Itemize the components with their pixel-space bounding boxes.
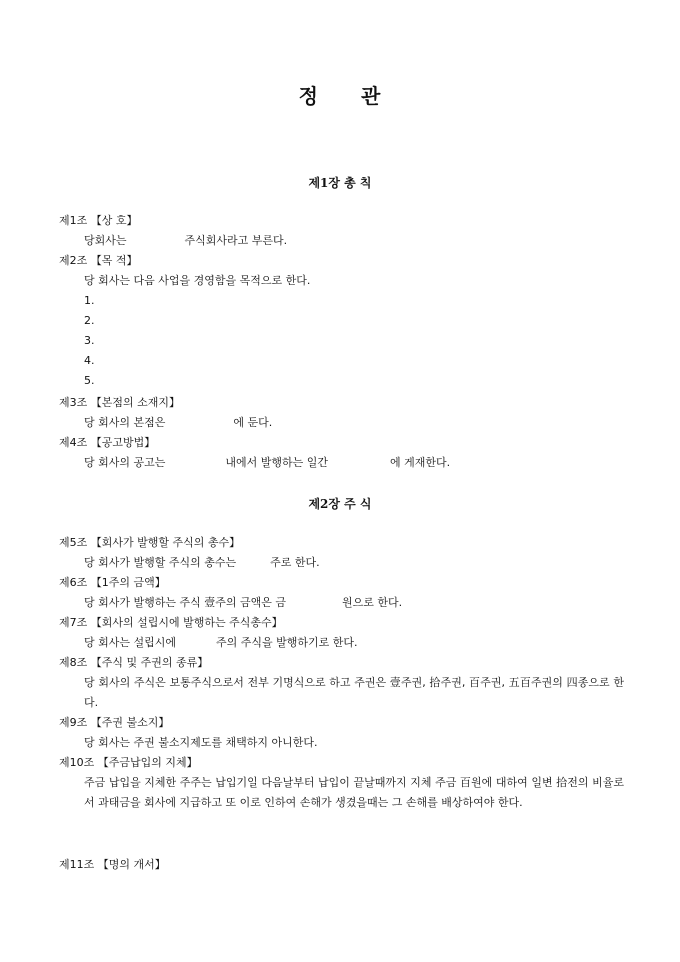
article-5-heading: 제5조 【회사가 발행할 주식의 총수】: [59, 536, 241, 549]
article-9-heading: 제9조 【주권 불소지】: [59, 716, 170, 729]
article-4-body: [84, 453, 450, 473]
article-8-heading: 제8조 【주식 및 주권의 종류】: [59, 656, 209, 669]
article-10-heading: 제10조 【주금납입의 지체】: [59, 756, 198, 769]
article-4-text-c: 에 게재한다.: [390, 456, 451, 469]
chapter-2-heading: 제2장 주 식: [308, 497, 372, 511]
article-2-body: 당 회사는 다음 사업을 경영함을 목적으로 한다.: [84, 274, 311, 287]
article-9-body: 당 회사는 주권 불소지제도를 채택하지 아니한다.: [84, 736, 318, 749]
article-3-body: [84, 413, 272, 433]
article-7-text-b: 주의 주식을 발행하기로 한다.: [216, 636, 358, 649]
article-2-item: 5.: [84, 374, 95, 387]
article-1-text-a: 당회사는: [84, 234, 127, 247]
article-6-text-a: 당 회사가 발행하는 주식 壹주의 금액은 금: [84, 596, 286, 609]
article-5-body: [84, 553, 320, 573]
document-title: [0, 80, 680, 109]
article-3-text-b: 에 둔다.: [233, 416, 273, 429]
article-5-text-b: 주로 한다.: [270, 556, 320, 569]
article-3-text-a: 당 회사의 본점은: [84, 416, 166, 429]
article-2-item: 2.: [84, 314, 95, 327]
article-2-item: 4.: [84, 354, 95, 367]
title-left-char: 정: [298, 84, 319, 108]
article-2-item: 3.: [84, 334, 95, 347]
article-8-body: 당 회사의 주식은 보통주식으로서 전부 기명식으로 하고 주권은 壹주권, 拾주권, 百주권, 五百주권의 四종으로 한다.: [84, 676, 624, 709]
article-2-item: 1.: [84, 294, 95, 307]
article-7-heading: 제7조 【회사의 설립시에 발행하는 주식총수】: [59, 616, 283, 629]
article-11-heading: 제11조 【명의 개서】: [59, 858, 166, 871]
title-right-char: 관: [361, 84, 382, 108]
article-1-heading: 제1조 【상 호】: [59, 214, 138, 227]
article-6-heading: 제6조 【1주의 금액】: [59, 576, 166, 589]
article-1-text-b: 주식회사라고 부른다.: [184, 234, 288, 247]
article-5-text-a: 당 회사가 발행할 주식의 총수는: [84, 556, 237, 569]
article-3-heading: 제3조 【본점의 소재지】: [59, 396, 180, 409]
article-7-body: [84, 633, 358, 653]
article-4-text-b: 내에서 발행하는 일간: [225, 456, 329, 469]
chapter-1-heading: 제1장 총 칙: [308, 176, 372, 190]
article-6-body: [84, 593, 402, 613]
article-10-body: 주금 납입을 지체한 주주는 납입기일 다음날부터 납입이 끝날때까지 지체 주금 百원에 대하여 일변 拾전의 비율로서 과태금을 회사에 지급하고 또 이로 인하여 손해가 생겼을때는 그 손해를 배상하여야 한다.: [84, 776, 624, 809]
article-7-text-a: 당 회사는 설립시에: [84, 636, 177, 649]
article-2-heading: 제2조 【목 적】: [59, 254, 138, 267]
article-4-heading: 제4조 【공고방법】: [59, 436, 156, 449]
article-6-text-b: 원으로 한다.: [342, 596, 403, 609]
article-4-text-a: 당 회사의 공고는: [84, 456, 166, 469]
article-1-body: [84, 231, 287, 251]
